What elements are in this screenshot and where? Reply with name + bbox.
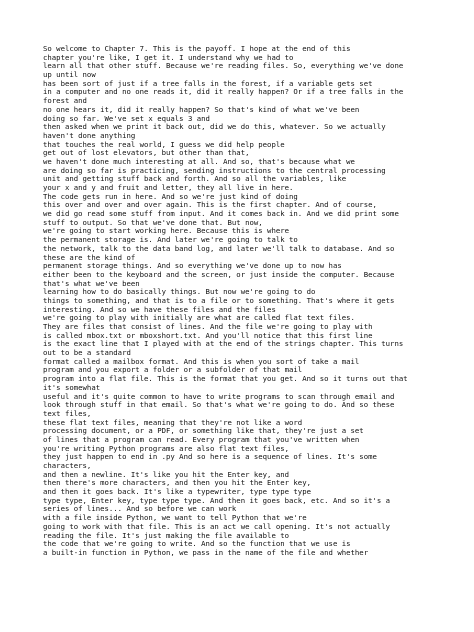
text-line: reading the file. It's just making the file available to [43, 530, 290, 540]
text-line: haven't done anything [43, 130, 136, 140]
text-line: the network, talk to the data band log, and later we'll talk to database. And so [43, 243, 395, 253]
text-line: doing so far. We've set x equals 3 and [43, 113, 210, 123]
text-line: then asked when we print it back out, did we do this, whatever. So we actually [43, 122, 386, 132]
text-line: is the exact line that I played with at the end of the strings chapter. This turns [43, 339, 404, 349]
text-line: learn all that other stuff. Because we're reading files. So, everything we've done [43, 61, 404, 71]
text-line: are doing so far is practicing, sending instructions to the central processing [43, 165, 386, 175]
text-line: They are files that consist of lines. And the file we're going to play with [43, 322, 373, 331]
text-line: we're going to start working here. Because this is where [43, 226, 290, 236]
text-line: out to be a standard [43, 348, 131, 358]
text-line: they just happen to end in .py And so here is a sequence of lines. It's some [43, 452, 377, 462]
text-line: useful and it's quite common to have to write programs to scan through email and [43, 391, 395, 401]
text-line: So welcome to Chapter 7. This is the payoff. I hope at the end of this [43, 44, 351, 53]
text-line: chapter you're like, I get it. I understand why we had to [43, 52, 294, 62]
transcript-text [43, 45, 471, 558]
text-line: and then it goes back. It's like a typewriter, type type type [43, 487, 311, 497]
text-line: The code gets run in here. And so we're just kind of doing [43, 191, 298, 201]
text-line: text files, [43, 408, 92, 418]
text-line: with a file inside Python, we want to tell Python that we're [43, 513, 307, 523]
text-line: either been to the keyboard and the screen, or just inside the computer. Because [43, 269, 395, 279]
text-line: format called a mailbox format. And this is when you sort of take a mail [43, 356, 360, 366]
text-line: interesting. And so we have these files and the files [43, 304, 276, 314]
text-line: a built-in function in Python, we pass in the name of the file and whether [43, 547, 369, 557]
text-line: these flat text files, meaning that they're not like a word [43, 417, 303, 427]
text-line: things to something, and that is to a file or to something. That's where it gets [43, 295, 395, 305]
text-line: up until now [43, 70, 96, 80]
text-line: learning how to do basically things. But now we're going to do [43, 287, 316, 297]
text-line: characters, [43, 461, 92, 470]
text-line: going to work with that file. This is an act we call opening. It's not actually [43, 521, 391, 531]
text-line: these are the kind of [43, 252, 136, 262]
text-line: we're going to play with initially are what are called flat text files. [43, 313, 355, 323]
text-line: get out of lost elevators, but other than that, [43, 148, 250, 158]
text-line: of lines that a program can read. Every program that you've written when [43, 434, 360, 444]
text-line: the permanent storage is. And later we're going to talk to [43, 235, 298, 245]
text-line: this over and over and over again. This is the first chapter. And of course, [43, 200, 377, 210]
text-line: we haven't done much interesting at all. And so, that's because what we [43, 156, 355, 166]
text-line: is called mbox.txt or mboxshort.txt. And you'll notice that this first line [43, 330, 373, 340]
text-line: that's what we've been [43, 278, 140, 288]
text-line: type type, Enter key, type type type. And then it goes back, etc. And so it's a [43, 495, 391, 505]
text-line: program into a flat file. This is the format that you get. And so it turns out that [43, 374, 408, 384]
text-line: we did go read some stuff from input. And it comes back in. And we did print some [43, 209, 399, 219]
text-line: you're writing Python programs are also flat text files, [43, 443, 290, 453]
text-line: stuff to output. So that we've done that. But now, [43, 217, 263, 227]
text-line: in a computer and no one reads it, did it really happen? Or if a tree falls in the [43, 87, 404, 97]
text-line: then there's more characters, and then you hit the Enter key, [43, 478, 311, 488]
text-line: series of lines... And so before we can work [43, 504, 237, 514]
text-line: that touches the real world, I guess we did help people [43, 139, 285, 149]
text-line: the code that we're going to write. And so the function that we use is [43, 539, 351, 549]
text-line: your x and y and fruit and letter, they all live in here. [43, 183, 294, 192]
text-line: it's somewhat [43, 382, 101, 392]
text-line: permanent storage things. And so everything we've done up to now has [43, 261, 342, 271]
text-line: forest and [43, 96, 87, 106]
text-line: processing document, or a PDF, or something like that, they're just a set [43, 426, 364, 436]
text-line: unit and getting stuff back and forth. And so all the variables, like [43, 174, 347, 184]
text-line: and then a newline. It's like you hit the Enter key, and [43, 469, 290, 479]
text-line: look through stuff in that email. So that's what we're going to do. And so these [43, 400, 395, 410]
text-line: has been sort of just if a tree falls in the forest, if a variable gets set [43, 78, 373, 88]
text-line: program and you export a folder or a subfolder of that mail [43, 365, 303, 375]
text-line: no one hears it, did it really happen? So that's kind of what we've been [43, 104, 360, 114]
